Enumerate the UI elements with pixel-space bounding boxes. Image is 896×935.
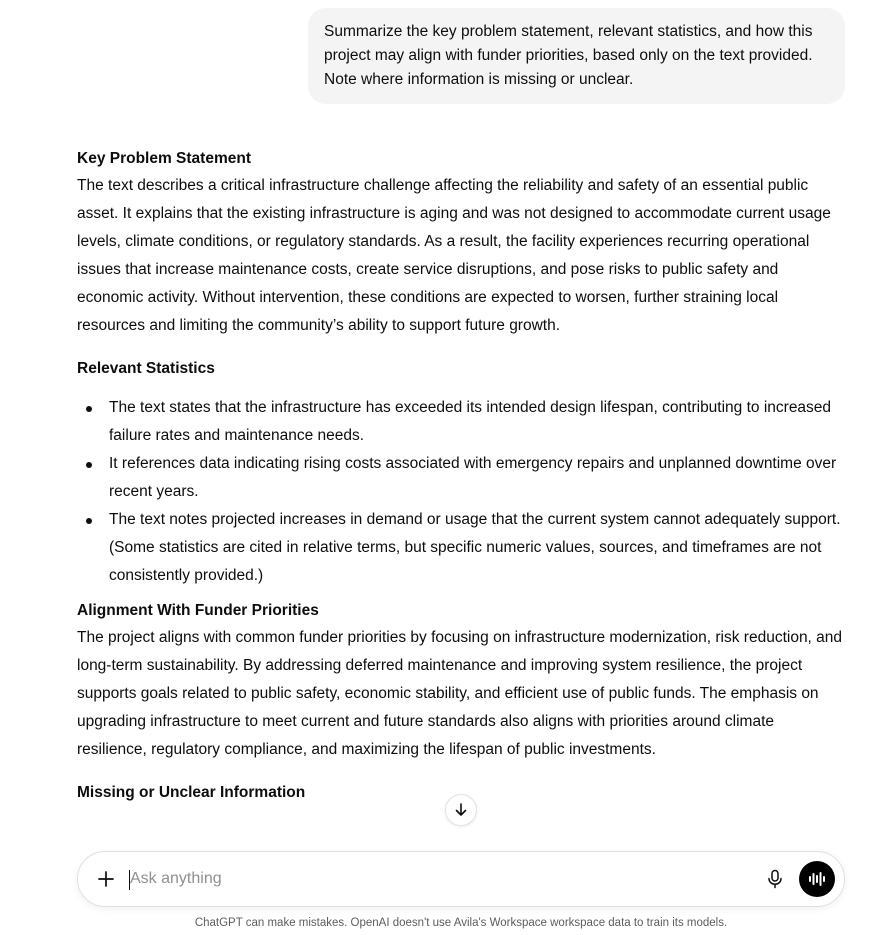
bullet-icon	[86, 518, 92, 524]
statistic-text: The text states that the infrastructure has exceeded its intended design lifespan, contributing to increased failure rates and maintenance needs.	[109, 399, 832, 444]
statistics-note: (Some statistics are cited in relative terms, but specific numeric values, sources, and timeframes are not consistently provided.)	[109, 539, 822, 584]
statistic-text: The text notes projected increases in demand or usage that the current system cannot adequately support.	[109, 511, 841, 528]
user-message-bubble	[308, 8, 845, 104]
problem-body: The text describes a critical infrastructure challenge affecting the reliability and safety of an essential public asset. It explains that the existing infrastructure is aging and was not designed to accommodate current usage levels, climate conditions, or regulatory standards. As a result, the facility experiences recurring operational issues that increase maintenance costs, create service disruptions, and pose risks to public safety and economic activity. Without intervention, these conditions are expected to worsen, further straining local resources and limiting the community’s ability to support future growth.	[77, 177, 831, 334]
bullet-icon	[86, 406, 92, 412]
bullet-icon	[86, 462, 92, 468]
list-item	[77, 450, 847, 506]
statistic-text: It references data indicating rising costs associated with emergency repairs and unplanned downtime over recent years.	[109, 455, 837, 500]
missing-heading: Missing or Unclear Information	[77, 784, 306, 801]
voice-mode-button[interactable]	[799, 861, 835, 897]
disclaimer: ChatGPT can make mistakes. OpenAI doesn't use Avila's Workspace workspace data to train its models.	[194, 917, 728, 929]
statistics-heading: Relevant Statistics	[77, 360, 215, 377]
voice-mode-icon	[808, 871, 826, 887]
user-message-text: Summarize the key problem statement, relevant statistics, and how this project may align with funder priorities, based only on the text provided. Note where information is missing or unclear.	[324, 23, 813, 88]
prompt-input[interactable]	[130, 866, 730, 892]
alignment-heading: Alignment With Funder Priorities	[77, 602, 319, 619]
list-item	[77, 394, 847, 450]
assistant-response	[77, 146, 847, 806]
arrow-down-icon	[453, 802, 469, 818]
list-item	[77, 506, 847, 590]
scroll-to-bottom-button[interactable]	[445, 794, 477, 826]
statistics-list	[77, 394, 847, 590]
microphone-icon[interactable]	[766, 869, 784, 889]
plus-icon[interactable]	[96, 869, 116, 889]
content-fade	[0, 836, 896, 852]
alignment-body: The project aligns with common funder priorities by focusing on infrastructure modernization, risk reduction, and long-term sustainability. By addressing deferred maintenance and improving system resilience, the project supports goals related to public safety, economic stability, and efficient use of public funds. The emphasis on upgrading infrastructure to meet current and future standards also aligns with priorities around climate resilience, regulatory compliance, and maximizing the lifespan of public investments.	[77, 629, 843, 758]
message-composer	[77, 851, 845, 907]
problem-heading: Key Problem Statement	[77, 150, 251, 167]
